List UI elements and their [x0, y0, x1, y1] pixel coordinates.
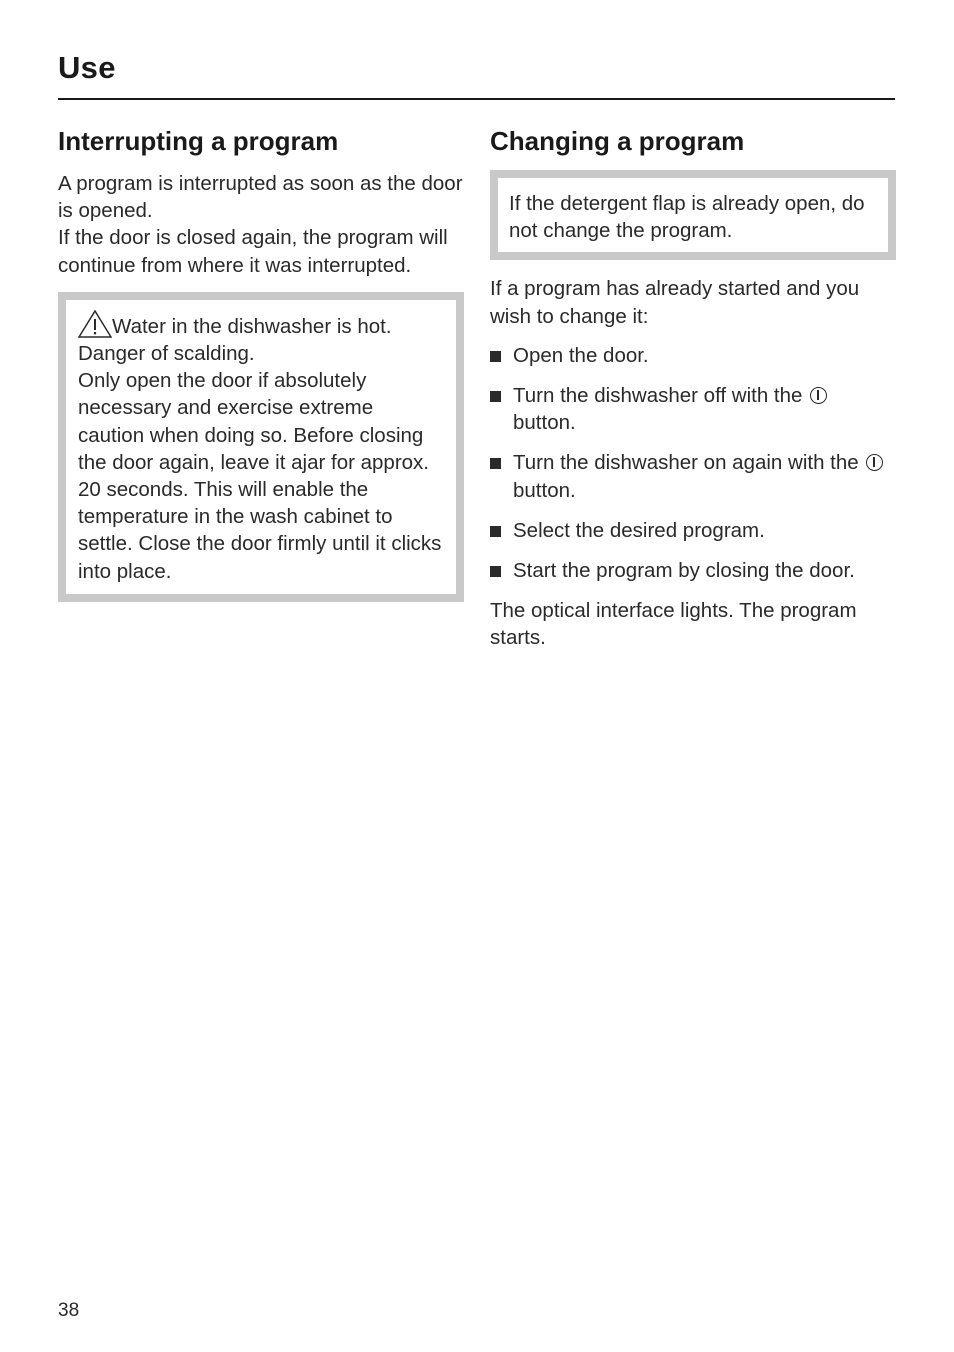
- change-intro: If a program has already started and you wish to change it:: [490, 277, 860, 328]
- warning-box: [58, 292, 464, 602]
- bullet-square-icon: [490, 351, 501, 362]
- step-text: Start the program by closing the door.: [513, 559, 855, 583]
- bullet-square-icon: [490, 391, 501, 402]
- heading-rule: [58, 98, 895, 100]
- bullet-square-icon: [490, 566, 501, 577]
- section-changing: [490, 124, 896, 652]
- list-item: [490, 517, 896, 544]
- bullet-square-icon: [490, 458, 501, 469]
- page-number: 38: [58, 1300, 80, 1321]
- warning-line-2: Only open the door if absolutely necessary and exercise extreme caution when doing so. Before closing the door again, leave it ajar for approx. 20 seconds. This will enable the temperature in the wash cabinet to settle. Close the door firmly until it clicks into place.: [78, 369, 442, 583]
- step-text: Select the desired program.: [513, 518, 765, 542]
- step-text: Turn the dishwasher on again with the: [513, 451, 859, 475]
- list-item: [490, 449, 896, 503]
- section-interrupting: [58, 124, 464, 602]
- steps-list: [490, 342, 896, 584]
- intro-paragraph-1: A program is interrupted as soon as the door is opened.: [58, 172, 463, 223]
- warning-triangle-icon: [78, 310, 112, 338]
- step-text: button.: [513, 478, 576, 502]
- step-text: Turn the dishwasher off with the: [513, 384, 803, 408]
- list-item: [490, 557, 896, 584]
- step-text: button.: [513, 411, 576, 435]
- power-button-icon: [810, 387, 827, 404]
- section-title: Interrupting a program: [58, 126, 339, 156]
- list-item: [490, 342, 896, 369]
- intro-paragraph-2: If the door is closed again, the program will continue from where it was interrupted.: [58, 226, 448, 277]
- list-item: [490, 382, 896, 436]
- page-heading: Use: [58, 50, 116, 85]
- step-text: Open the door.: [513, 343, 649, 367]
- note-box: [490, 170, 896, 260]
- note-text: If the detergent flap is already open, do not change the program.: [509, 192, 865, 243]
- result-paragraph: The optical interface lights. The program starts.: [490, 599, 857, 650]
- section-title: Changing a program: [490, 126, 745, 156]
- warning-line-1: [78, 310, 442, 367]
- bullet-square-icon: [490, 526, 501, 537]
- warning-text-1: Water in the dishwasher is hot. Danger of scalding.: [78, 314, 392, 366]
- power-button-icon: [866, 454, 883, 471]
